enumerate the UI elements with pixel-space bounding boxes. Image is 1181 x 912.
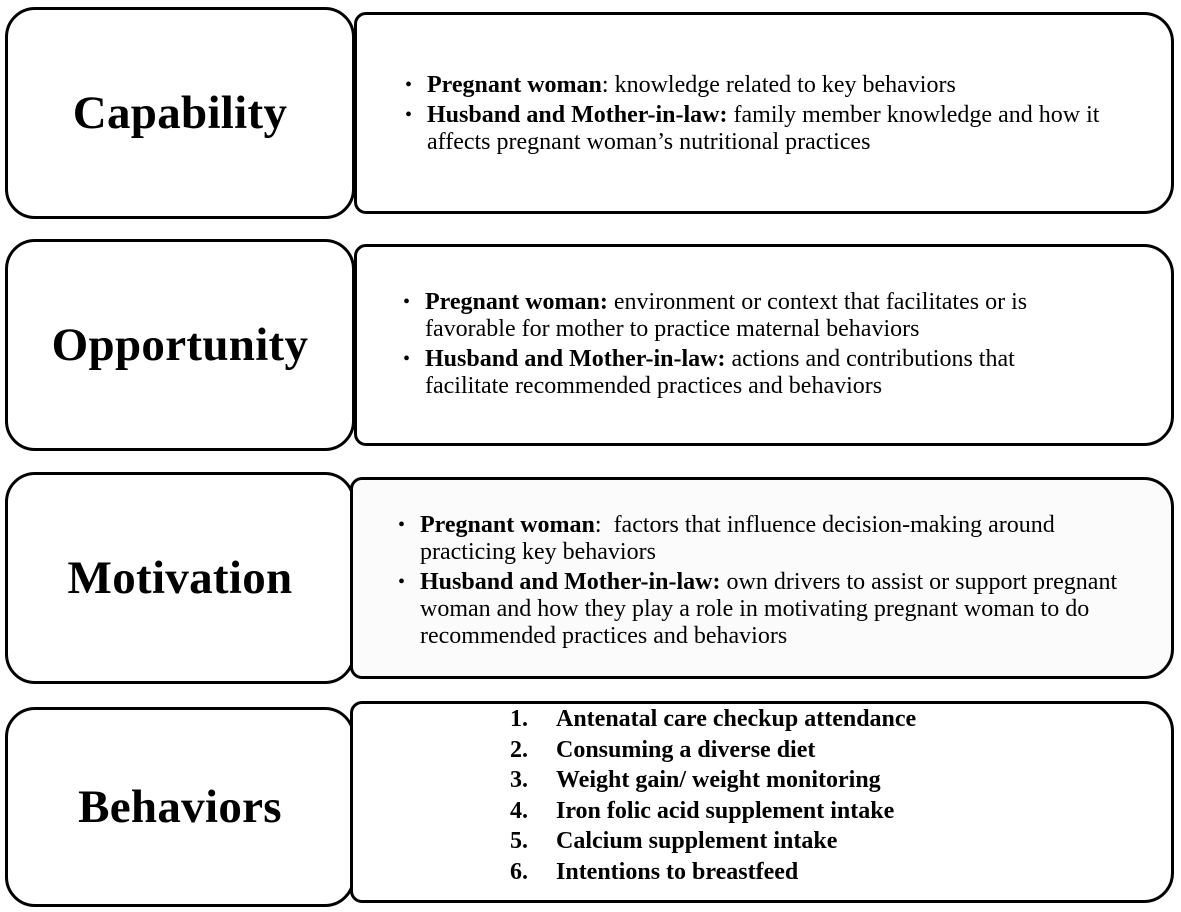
behavior-text: Weight gain/ weight monitoring [556,767,881,794]
list-item: • Pregnant woman: factors that influence decision-making around practicing key behaviors [398,512,1061,565]
bullet-icon: • [405,104,413,126]
motivation-bullets [398,512,1138,653]
list-item [403,289,1103,343]
actor-label: Pregnant woman: [425,289,608,315]
bullet-icon: • [405,74,413,96]
actor-label: Pregnant woman [427,72,602,98]
list-item: 6. Intentions to breastfeed [510,857,916,888]
capability-content-box [354,12,1174,214]
item-text: knowledge related to key behaviors [608,72,956,98]
actor-label: Husband and Mother-in-law: [425,346,726,372]
list-item: 5. Calcium supplement intake [510,826,916,857]
behaviors-label: Behaviors [78,781,282,833]
list-item [405,102,1135,156]
list-item: 2. Consuming a diverse diet [510,735,916,766]
item-text: environment or context that facilitates or is favorable for mother to practice maternal behaviors [425,289,1028,342]
list-item: 4. Iron folic acid supplement intake [510,796,916,827]
motivation-label: Motivation [67,552,293,604]
list-item: • Pregnant woman: knowledge related to key behaviors [405,72,956,98]
list-item [403,346,1103,400]
actor-label: Husband and Mother-in-law: [420,569,721,595]
bullet-icon: • [398,571,406,593]
behaviors-list [510,704,916,888]
item-text: own drivers to assist or support pregnant woman and how they play a role in motivating pregnant woman to do recommended practices and behaviors [420,569,1118,649]
actor-label: Pregnant woman [420,512,595,538]
behavior-text: Intentions to breastfeed [556,858,799,885]
opportunity-label-box [5,239,355,451]
behaviors-label-box [5,707,355,907]
capability-bullets [405,72,1135,159]
behavior-text: Iron folic acid supplement intake [556,797,895,824]
motivation-content-box [350,477,1174,679]
capability-label-box [5,7,355,219]
list-item: 1. Antenatal care checkup attendance [510,704,916,735]
item-text: actions and contributions that facilitate recommended practices and behaviors [425,346,1015,399]
opportunity-content-box [354,244,1174,446]
capability-label: Capability [72,87,288,139]
item-text: family member knowledge and how it affects pregnant woman’s nutritional practices [427,102,1100,155]
item-text: factors that influence decision-making around practicing key behaviors [420,512,1061,565]
behavior-text: Antenatal care checkup attendance [556,706,917,732]
behavior-text: Calcium supplement intake [556,828,838,855]
bullet-icon: • [403,291,411,313]
actor-label: Husband and Mother-in-law: [427,102,728,128]
bullet-icon: • [403,348,411,370]
motivation-label-box [5,472,355,684]
bullet-icon: • [398,514,406,536]
list-item [398,569,1138,650]
behavior-text: Consuming a diverse diet [556,736,816,763]
list-item: 3. Weight gain/ weight monitoring [510,765,916,796]
opportunity-label: Opportunity [51,319,309,371]
opportunity-bullets [403,289,1103,403]
